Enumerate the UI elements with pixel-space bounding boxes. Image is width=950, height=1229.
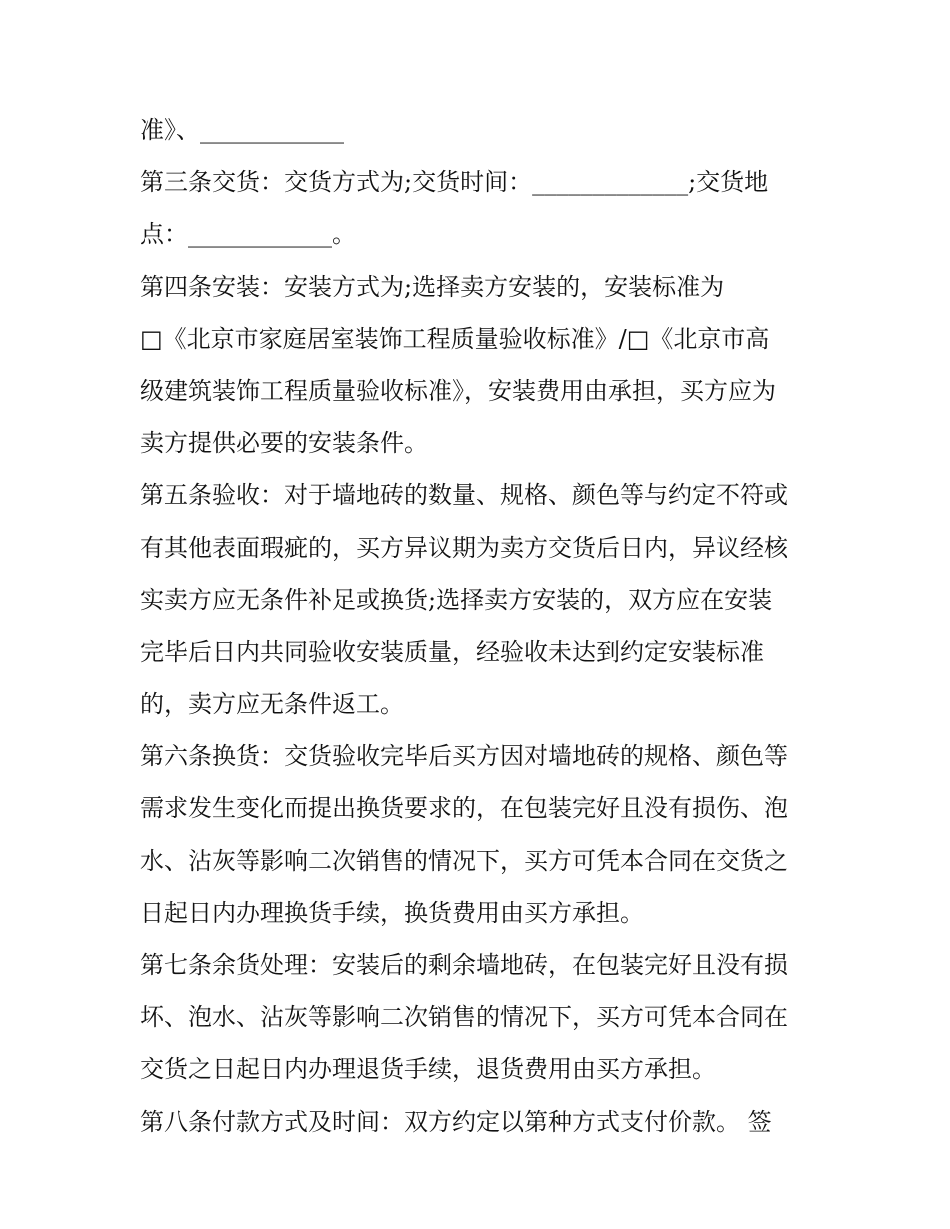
text-line: 第七条余货处理：安装后的剩余墙地砖，在包装完好且没有损: [140, 951, 788, 979]
text-line: 需求发生变化而提出换货要求的，在包装完好且没有损伤、泡: [140, 794, 788, 823]
text-line: 交货之日起日内办理退货手续，退货费用由买方承担。: [140, 1055, 716, 1084]
text-line: 坏、泡水、沾灰等影响二次销售的情况下，买方可凭本合同在: [140, 1003, 788, 1032]
contract-body: [140, 104, 820, 1148]
text-line: 第五条验收：对于墙地砖的数量、规格、颜色等与约定不符或: [140, 481, 788, 510]
text-line: 第六条换货：交货验收完毕后买方因对墙地砖的规格、颜色等: [140, 742, 788, 771]
text-line: 日起日内办理换货手续，换货费用由买方承担。: [140, 898, 644, 927]
text-line: 完毕后日内共同验收安装质量，经验收未达到约定安装标准: [140, 637, 764, 666]
text-line: 实卖方应无条件补足或换货;选择卖方安装的，双方应在安装: [140, 585, 773, 614]
text-line: 级建筑装饰工程质量验收标准》，安装费用由承担，买方应为: [140, 376, 776, 405]
text-line: 准》、____________: [140, 116, 344, 144]
text-line: 点：____________。: [140, 220, 356, 249]
text-line: 有其他表面瑕疵的，买方异议期为卖方交货后日内，异议经核: [140, 533, 788, 562]
text-line: 第八条付款方式及时间：双方约定以第种方式支付价款。 签: [140, 1107, 772, 1136]
text-line: 卖方提供必要的安装条件。: [140, 429, 428, 458]
text-line: 第三条交货：交货方式为;交货时间：_____________;交货地: [140, 168, 769, 197]
text-line: 的，卖方应无条件返工。: [140, 690, 404, 719]
text-line: 第四条安装：安装方式为;选择卖方安装的，安装标准为: [140, 272, 725, 301]
text-line: 水、沾灰等影响二次销售的情况下，买方可凭本合同在交货之: [140, 846, 788, 875]
text-line: □《北京市家庭居室装饰工程质量验收标准》/□《北京市高: [140, 324, 770, 353]
